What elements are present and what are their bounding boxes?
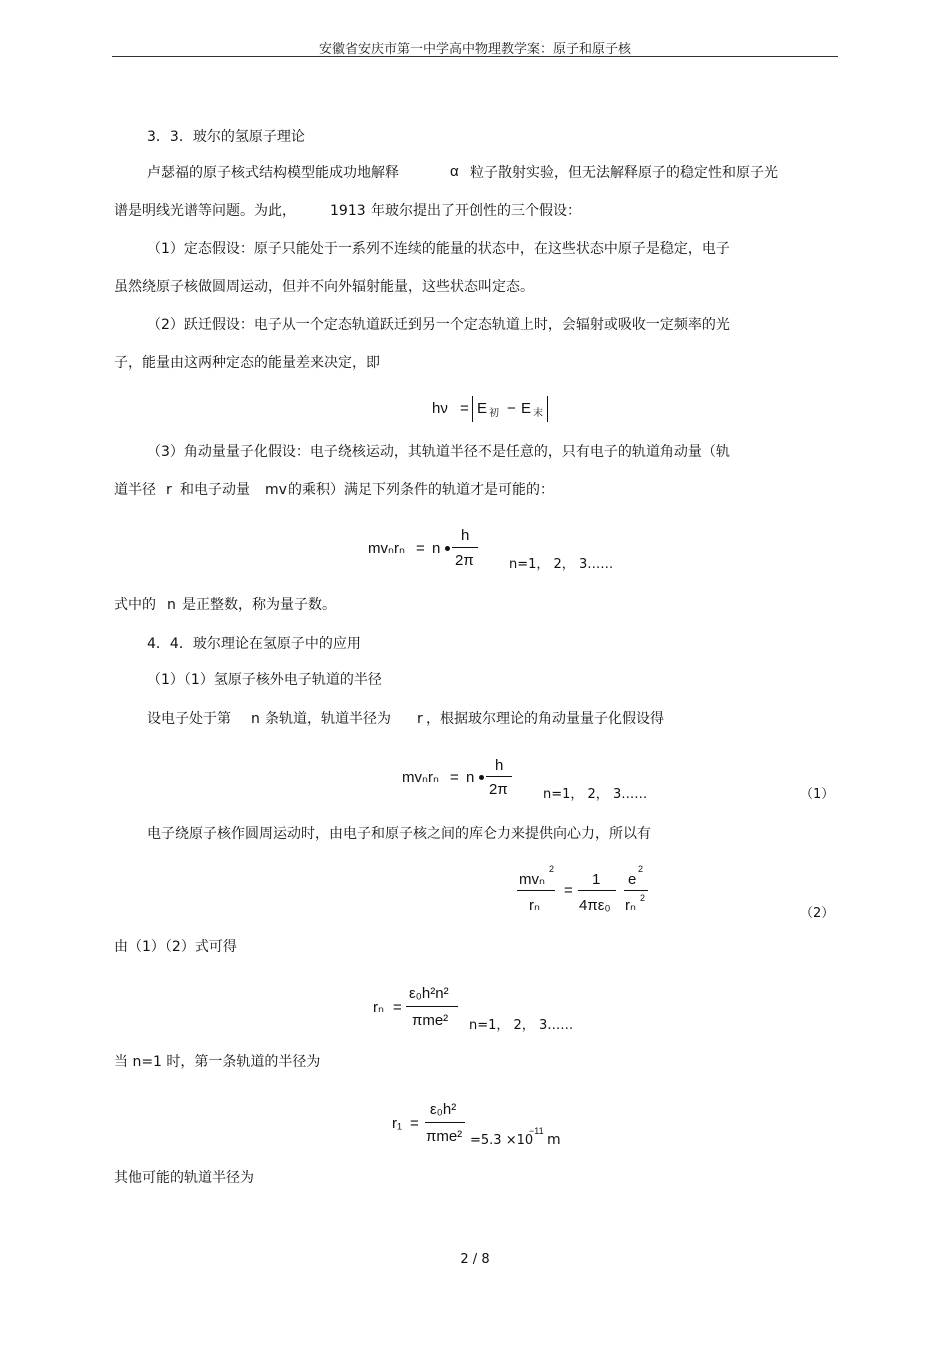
eq2-sup-1: 2 (549, 864, 555, 874)
eq1-condition: n=1， 2， 3…… (543, 787, 648, 802)
postulate-3-mv: mv (265, 482, 287, 498)
eq2-equals: = (564, 882, 573, 899)
postulate-3-text-a: 道半径 (114, 482, 156, 498)
intro-text-c: 谱是明线光谱等问题。为此， (114, 203, 296, 219)
fraction-bar (425, 1122, 465, 1123)
eq4-unit: m (547, 1132, 561, 1148)
coulomb-text: 电子绕原子核作圆周运动时，由电子和原子核之间的库仑力来提供向心力，所以有 (147, 826, 651, 842)
fraction-bar-3 (624, 890, 648, 891)
postulate-3-r: r (166, 482, 172, 498)
fraction-bar (452, 547, 478, 548)
eq-equals: = (416, 540, 425, 557)
combine-text: 由（1）（2）式可得 (114, 939, 237, 955)
first-orbit-text: 当 n=1 时，第一条轨道的半径为 (114, 1054, 321, 1070)
eq4-equals: = (410, 1115, 419, 1132)
eq-num-h: h (461, 527, 470, 544)
eq1-equals: = (450, 769, 459, 786)
eq-lhs: mvₙrₙ (368, 540, 405, 557)
eq-sub-initial: 初 (489, 408, 499, 419)
setup-n: n (251, 711, 260, 727)
eq4-den: πme² (426, 1128, 463, 1145)
eq-energy-initial: E (477, 400, 488, 417)
postulate-2-line-2: 子，能量由这两种定态的能量差来决定，即 (114, 355, 380, 371)
eq4-exponent: −11 (529, 1126, 544, 1136)
postulate-2-line-1: （2）跃迁假设：电子从一个定态轨道跃迁到另一个定态轨道上时，会辐射或吸收一定频率的光 (147, 317, 730, 333)
eq-n: n (432, 540, 441, 557)
intro-text-b: 粒子散射实验，但无法解释原子的稳定性和原子光 (470, 165, 778, 181)
fraction-bar (486, 776, 512, 777)
eq-sub-final: 末 (533, 408, 543, 419)
alpha-symbol: α (450, 163, 459, 180)
intro-year: 1913 (330, 203, 366, 219)
page-number: 2 / 8 (460, 1252, 490, 1267)
abs-bar-right (547, 396, 548, 422)
eq-condition: n=1， 2， 3…… (509, 557, 614, 572)
note-n: n (167, 597, 176, 613)
page-header: 安徽省安庆市第一中学高中物理教学案：原子和原子核 (318, 42, 631, 57)
eq1-tag: （1） (800, 787, 835, 802)
fraction-bar-2 (578, 890, 616, 891)
eq4-num: ε₀h² (430, 1101, 457, 1118)
postulate-1-line-2: 虽然绕原子核做圆周运动，但并不向外辐射能量，这些状态叫定态。 (114, 279, 534, 295)
other-orbits-text: 其他可能的轨道半径为 (114, 1170, 254, 1186)
postulate-1-line-1: （1）定态假设：原子只能处于一系列不连续的能量的状态中，在这些状态中原子是稳定，电子 (147, 241, 730, 257)
eq3-condition: n=1， 2， 3…… (469, 1018, 574, 1033)
setup-text-a: 设电子处于第 (147, 711, 231, 727)
eq4-value: =5.3 ×10 (470, 1133, 534, 1148)
postulate-3-line-1: （3）角动量量子化假设：电子绕核运动，其轨道半径不是任意的，只有电子的轨道角动量（轨 (147, 444, 730, 460)
eq3-lhs: rₙ (373, 999, 384, 1016)
eq1-n: n (466, 769, 475, 786)
eq2-sup-2: 2 (638, 864, 644, 874)
eq-equals: = (460, 400, 469, 417)
intro-text-d: 年玻尔提出了开创性的三个假设： (371, 203, 581, 219)
eq2-den-2: 4πε₀ (579, 897, 611, 914)
section-heading-4: 4．4．玻尔理论在氢原子中的应用 (147, 636, 361, 652)
setup-text-b: 条轨道，轨道半径为 (265, 711, 391, 727)
subheading-orbit-radius: （1）（1）氢原子核外电子轨道的半径 (147, 672, 382, 688)
eq-hv: hν (432, 400, 448, 417)
section-heading-3: 3．3．玻尔的氢原子理论 (147, 129, 305, 145)
eq2-tag: （2） (800, 906, 835, 921)
multiply-dot (445, 546, 450, 551)
eq3-num: ε₀h²n² (409, 985, 449, 1002)
eq2-num-1: mvₙ (519, 871, 545, 888)
eq3-den: πme² (412, 1012, 449, 1029)
abs-bar-left (472, 396, 473, 422)
postulate-3-text-b: 和电子动量 (180, 482, 250, 498)
eq-den-2pi: 2π (455, 552, 474, 569)
postulate-3-text-c: 的乘积）满足下列条件的轨道才是可能的： (288, 482, 554, 498)
intro-text-a: 卢瑟福的原子核式结构模型能成功地解释 (147, 165, 399, 181)
note-text-a: 式中的 (114, 597, 156, 613)
eq-minus: − (507, 400, 516, 417)
eq4-lhs: r₁ (392, 1115, 403, 1132)
multiply-dot (479, 775, 484, 780)
eq1-num-h: h (495, 757, 504, 774)
eq2-sup-3: 2 (640, 893, 646, 903)
eq1-den-2pi: 2π (489, 781, 508, 798)
fraction-bar (406, 1006, 458, 1007)
eq1-lhs: mvₙrₙ (402, 769, 439, 786)
setup-text-c: ，根据玻尔理论的角动量量子化假设得 (426, 711, 664, 727)
setup-r: r (417, 711, 423, 727)
eq2-num-3: e (628, 871, 637, 888)
eq3-equals: = (393, 999, 402, 1016)
eq2-den-3: rₙ (625, 897, 636, 914)
eq2-num-2: 1 (592, 871, 601, 888)
note-text-b: 是正整数，称为量子数。 (182, 597, 336, 613)
eq2-den-1: rₙ (529, 897, 540, 914)
eq-energy-final: E (521, 400, 532, 417)
fraction-bar-1 (517, 890, 555, 891)
header-rule (112, 56, 838, 57)
